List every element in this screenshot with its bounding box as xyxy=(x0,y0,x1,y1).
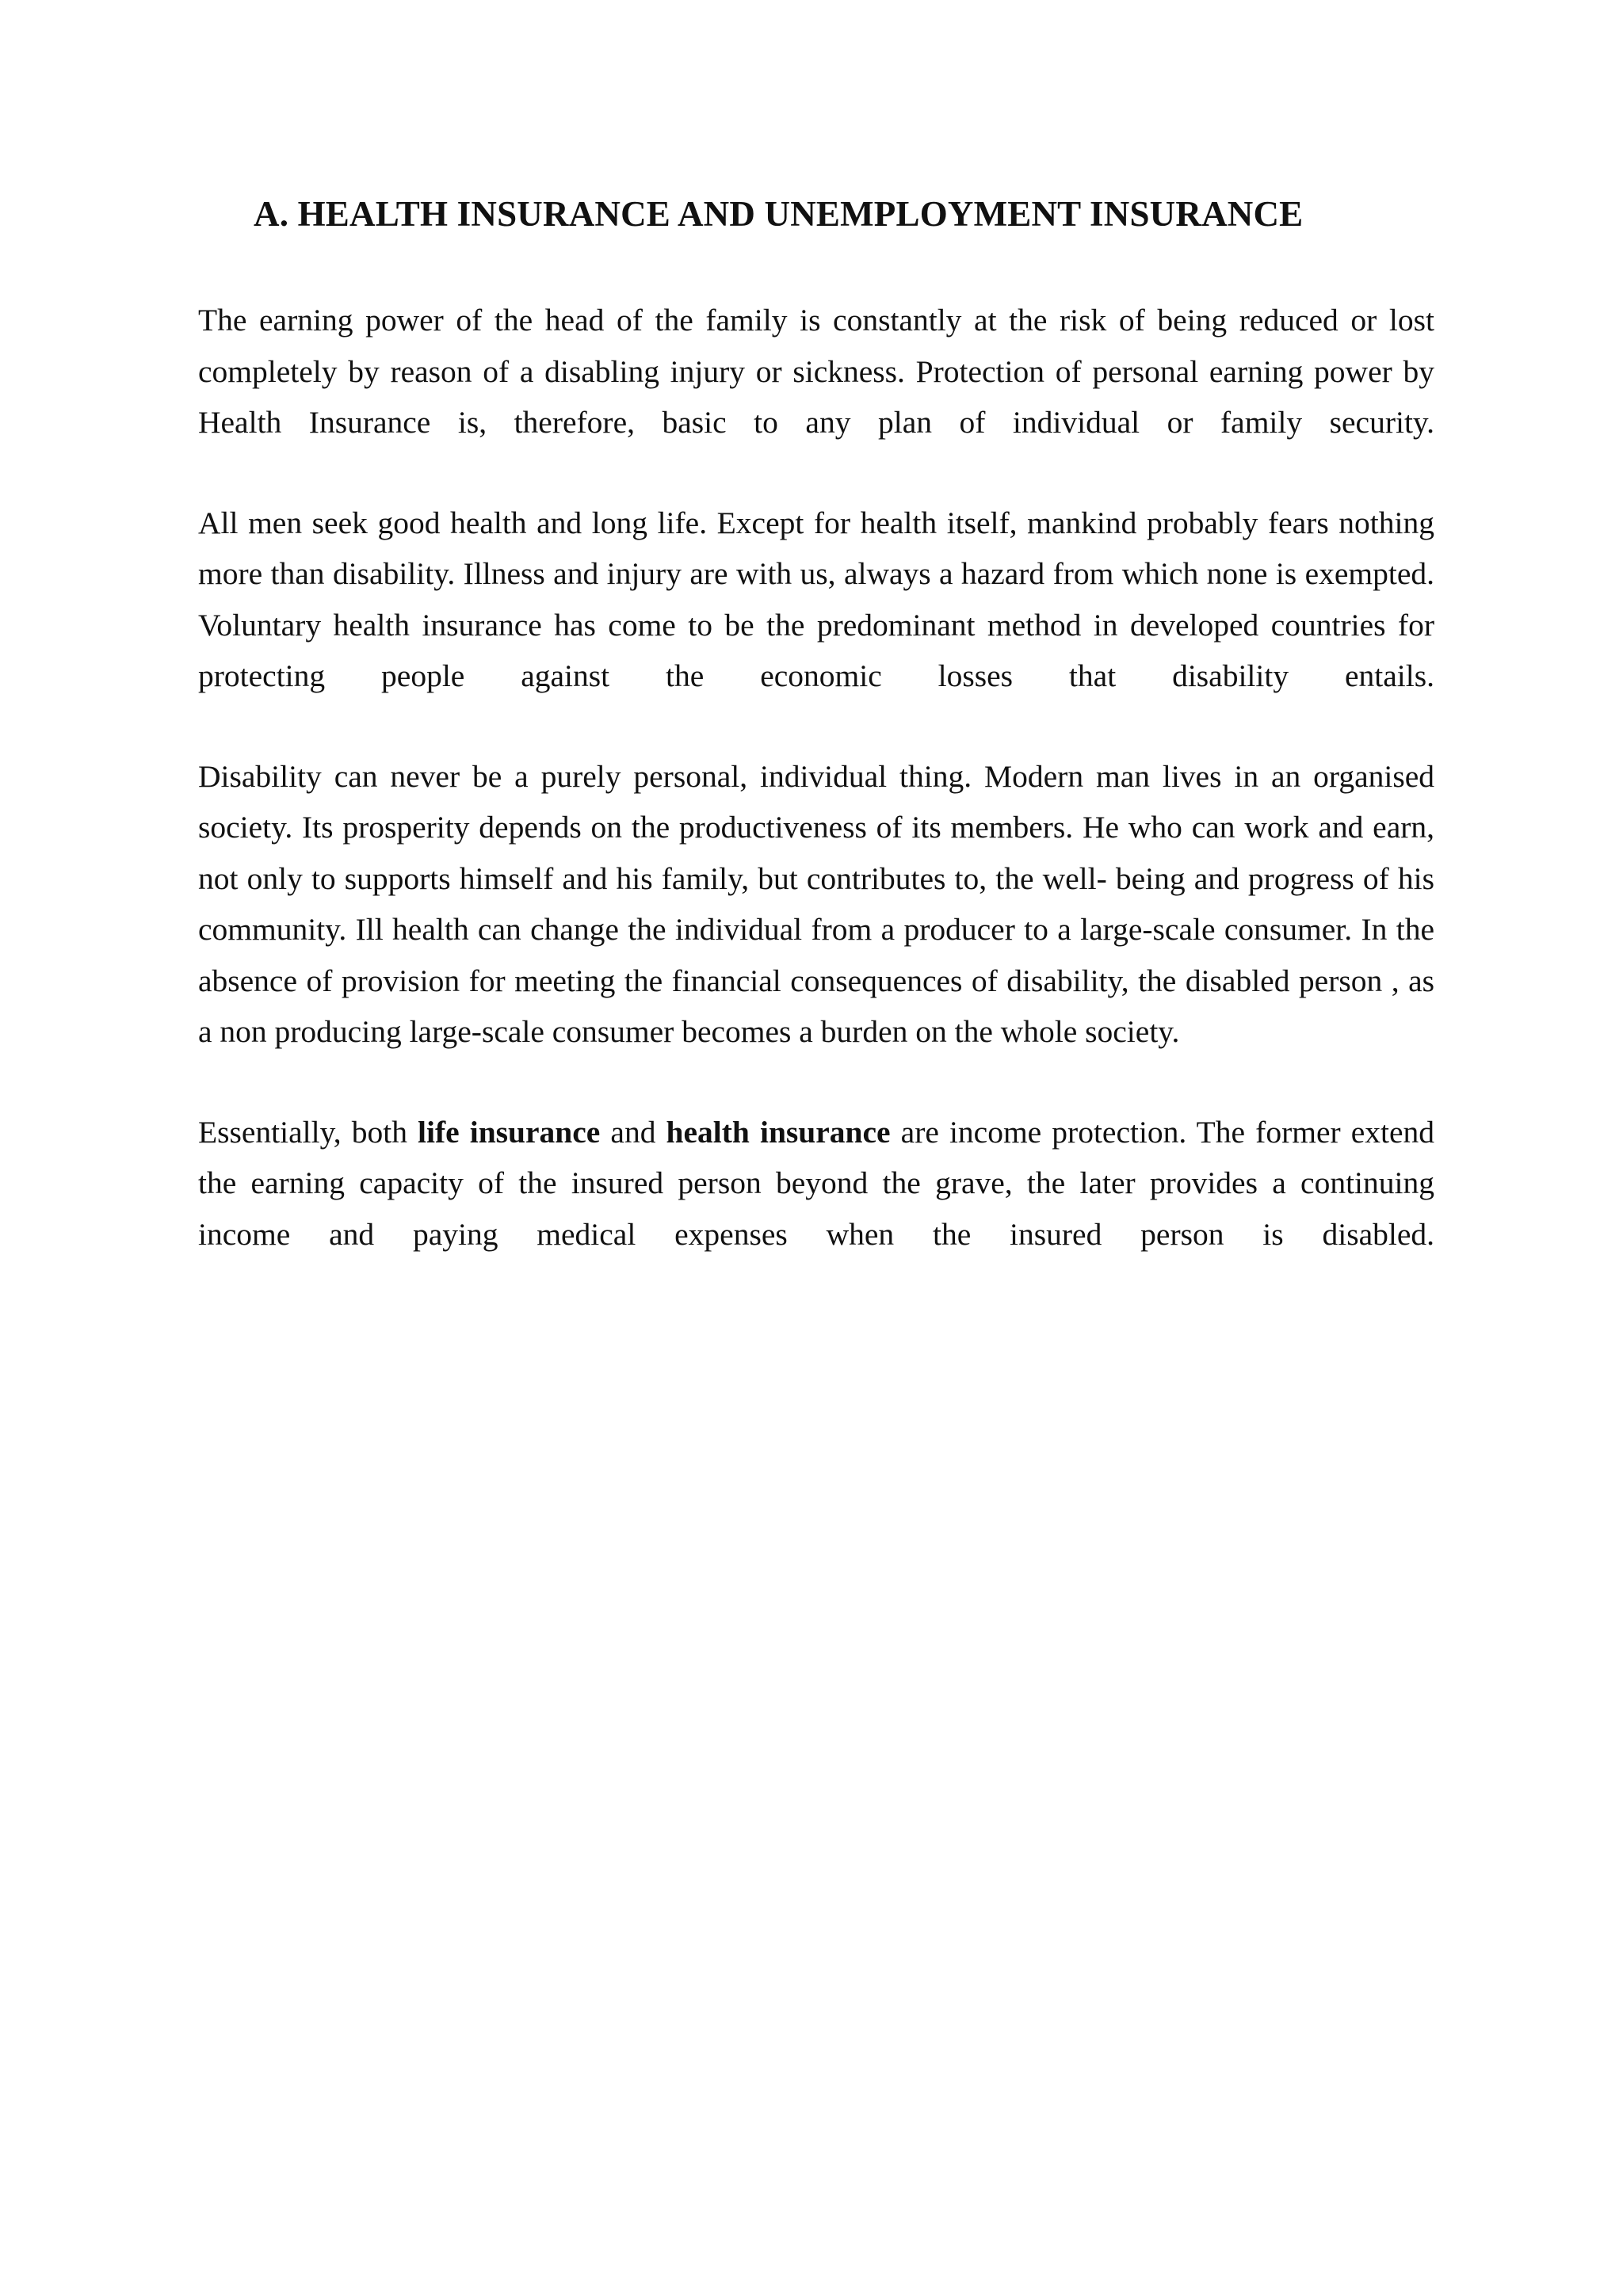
paragraph-income-protection xyxy=(198,1107,1434,1261)
document-body xyxy=(198,190,1434,1309)
closing-text-and: and xyxy=(600,1114,666,1150)
paragraph-disability-society: Disability can never be a purely personal, individual thing. Modern man lives in an organised society. Its prosperity depends on the productiveness of its members. He who can work and earn, not only to supports himself and his family, but contributes to, the well- being and progress of his community. Ill health can change the individual from a producer to a large-scale consumer. In the absence of provision for meeting the financial consequences of disability, the disabled person , as a non producing large-scale consumer becomes a burden on the whole society. xyxy=(198,758,1434,1049)
closing-text-end: are income protection. The former extend the earning capacity of the insured person beyond the grave, the later provides a continuing income and paying medical expenses when the insured person is disabled. xyxy=(198,1114,1434,1252)
closing-text-start: Essentially, both xyxy=(198,1114,418,1150)
paragraph-good-health: All men seek good health and long life. Except for health itself, mankind probably fears nothing more than disability. Illness and injury are with us, always a hazard from which none is exempted. Voluntary health insurance has come to be the predominant method in developed countries for protecting people against the economic losses that disability entails. xyxy=(198,505,1434,693)
health-insurance-term: health insurance xyxy=(666,1114,891,1150)
paragraph-earning-power: The earning power of the head of the family is constantly at the risk of being reduced or lost completely by reason of a disabling injury or sickness. Protection of personal earning power by Health Insurance is, therefore, basic to any plan of individual or family security. xyxy=(198,303,1434,440)
life-insurance-term: life insurance xyxy=(418,1114,601,1150)
page-title: A. HEALTH INSURANCE AND UNEMPLOYMENT INSURANCE xyxy=(254,194,1304,234)
